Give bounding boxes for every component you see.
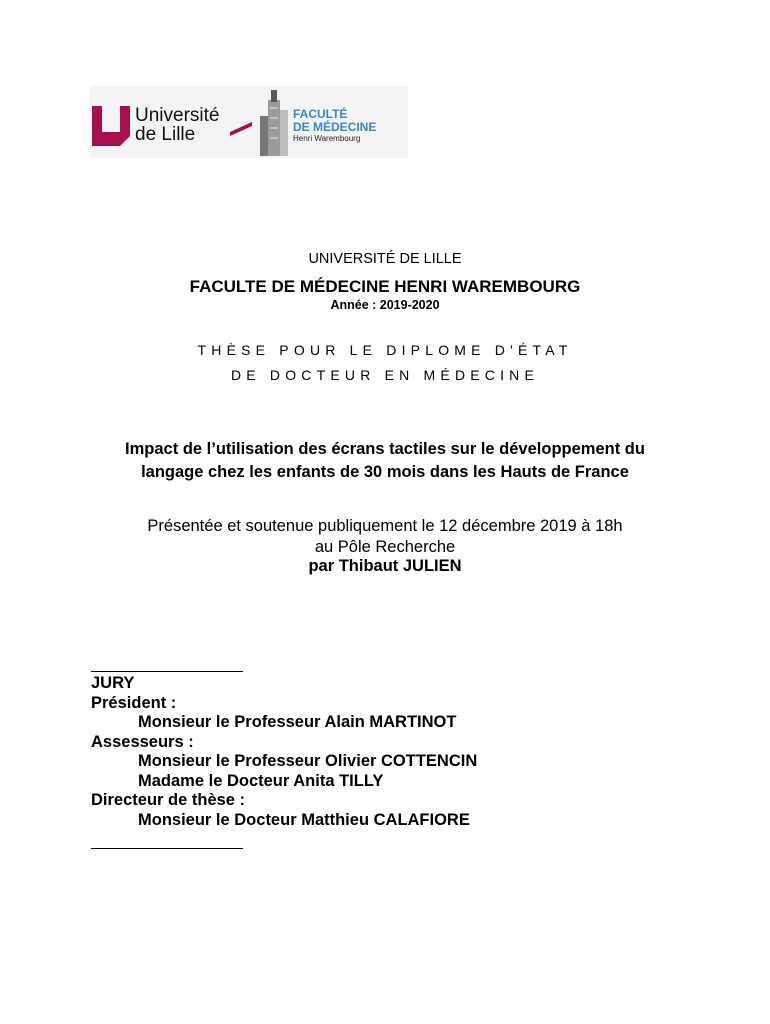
- thesis-title-line1: Impact de l’utilisation des écrans tactiles sur le développement du: [125, 440, 645, 458]
- jury-section: [91, 674, 477, 830]
- thesis-author: par Thibaut JULIEN: [308, 557, 462, 575]
- universite-de-lille-logo-icon: [92, 106, 130, 146]
- lille-logo-text: [135, 106, 219, 144]
- jury-assessor: Madame le Docteur Anita TILLY: [138, 771, 384, 790]
- thesis-title-line2: langage chez les enfants de 30 mois dans les Hauts de France: [141, 463, 629, 481]
- faculty-building-icon: [258, 86, 290, 158]
- faculty-logo-subtitle: Henri Warembourg: [293, 134, 361, 143]
- lille-logo-line1: Université: [135, 105, 220, 126]
- faculty-logo-line1: FACULTÉ: [293, 107, 348, 121]
- lille-logo-line2: de Lille: [135, 124, 196, 145]
- thesis-type-line1: THÈSE POUR LE DIPLOME D'ÉTAT: [197, 342, 573, 358]
- jury-assessors-label: Assesseurs :: [91, 732, 194, 751]
- faculty-name: FACULTE DE MÉDECINE HENRI WAREMBOURG: [189, 277, 581, 296]
- jury-divider-bottom: [91, 848, 243, 849]
- academic-year: Année : 2019-2020: [330, 298, 440, 312]
- presentation-line2: au Pôle Recherche: [314, 538, 456, 556]
- jury-divider-top: [91, 671, 243, 672]
- thesis-title: [0, 438, 770, 484]
- jury-director-label: Directeur de thèse :: [91, 791, 246, 809]
- thesis-type-line2: DE DOCTEUR EN MÉDECINE: [230, 367, 540, 383]
- jury-president: Monsieur le Professeur Alain MARTINOT: [138, 713, 457, 731]
- jury-heading: JURY: [91, 674, 135, 692]
- jury-director: Monsieur le Docteur Matthieu CALAFIORE: [138, 810, 470, 829]
- university-name: UNIVERSITÉ DE LILLE: [308, 251, 462, 267]
- jury-assessor: Monsieur le Professeur Olivier COTTENCIN: [138, 752, 478, 770]
- faculty-logo-text: [293, 108, 376, 134]
- presentation-line1: Présentée et soutenue publiquement le 12 décembre 2019 à 18h: [147, 517, 623, 535]
- faculty-logo-line2: DE MÉDECINE: [293, 120, 377, 134]
- header-logos: [90, 86, 408, 158]
- jury-president-label: Président :: [91, 693, 177, 712]
- separator-stripes-icon: [230, 122, 252, 136]
